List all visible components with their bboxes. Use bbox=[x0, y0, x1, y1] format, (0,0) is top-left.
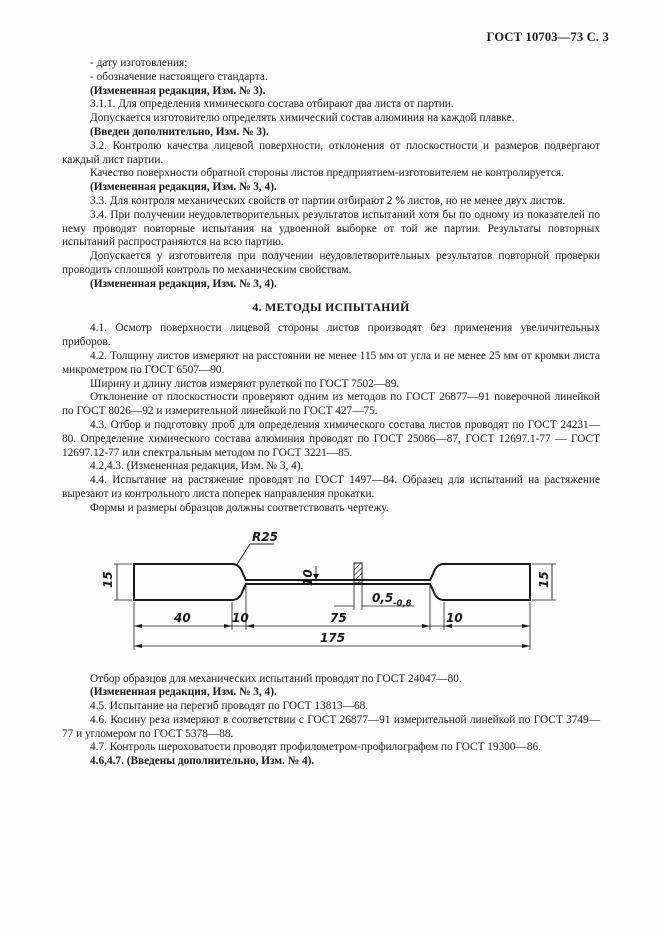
paragraph: 4.6. Косину реза измеряют в соответствии с ГОСТ 26877—91 измерительной линейкой по ГОСТ 3749—77 и угломером по ГОСТ 5378—88. bbox=[62, 713, 600, 740]
paragraph: Допускается изготовителю определять химический состав алюминия на каждой плавке. bbox=[90, 112, 515, 125]
len-fillet-right: 10 bbox=[446, 610, 463, 625]
paragraph: - обозначение настоящего стандарта. bbox=[90, 70, 268, 83]
section-4-text bbox=[62, 322, 600, 515]
section-title: 4. МЕТОДЫ ИСПЫТАНИЙ bbox=[252, 299, 410, 314]
paragraph: 4.7. Контроль шероховатости проводят профилометром-профилографом по ГОСТ 19300—86. bbox=[90, 741, 541, 754]
paragraph: 4.2,4.3. (Измененная редакция, Изм. № 3, 4). bbox=[90, 460, 304, 473]
len-fillet-left: 10 bbox=[232, 610, 249, 625]
edition-note: 4.6,4.7. (Введены дополнительно, Изм. № 4). bbox=[90, 755, 315, 768]
edition-note: (Введен дополнительно, Изм. № 3). bbox=[90, 125, 269, 138]
paragraph: 4.1. Осмотр поверхности лицевой стороны листов производят без применения увеличительных приборов. bbox=[62, 322, 600, 349]
paragraph: Качество поверхности обратной стороны листов предприятием-изготовителем не контролируется. bbox=[90, 167, 564, 180]
height-right: 15 bbox=[537, 570, 551, 588]
paragraph: 3.2. Контролю качества лицевой поверхности, отклонения от плоскостности и размеров подвергают каждый лист партии. bbox=[62, 139, 600, 166]
neck-height: 10 bbox=[301, 568, 315, 586]
paragraph: Отклонение от плоскостности проверяют одним из методов по ГОСТ 26877—91 поверочной линейкой по ГОСТ 8026—92 и измерительной линейкой по ГОСТ 427—75. bbox=[62, 391, 600, 418]
edition-note: (Измененная редакция, Изм. № 3, 4). bbox=[90, 181, 277, 194]
notch-hatch bbox=[354, 563, 362, 583]
len-gauge: 75 bbox=[330, 610, 347, 625]
paragraph: - дату изготовления; bbox=[90, 57, 188, 69]
paragraph: 4.4. Испытание на растяжение проводят по ГОСТ 1497—84. Образец для испытаний на растяжение вырезают из контрольного листа поперек направления прокатки. bbox=[62, 474, 600, 500]
notch-label: 0,5 bbox=[372, 590, 394, 605]
section-4-continued bbox=[62, 673, 600, 770]
edition-note: (Измененная редакция, Изм. № 3, 4). bbox=[90, 277, 277, 290]
radius-label: R25 bbox=[252, 529, 278, 544]
paragraph: 4.5. Испытание на перегиб проводят по ГОСТ 13813—68. bbox=[90, 700, 369, 713]
len-grip: 40 bbox=[174, 610, 191, 625]
edition-note: (Измененная редакция, Изм. № 3). bbox=[90, 84, 266, 97]
paragraph: Формы и размеры образцов должны соответствовать чертежу. bbox=[90, 501, 389, 514]
paragraph: 3.1.1. Для определения химического состава отбирают два листа от партии. bbox=[90, 98, 454, 111]
specimen-outline bbox=[134, 564, 530, 600]
document-body bbox=[62, 57, 600, 769]
notch-tolerance: -0,8 bbox=[393, 598, 412, 609]
paragraph: 4.3. Отбор и подготовку проб для определения химического состава листов проводят по ГОСТ 24231—80. Определение химического состава алюминия проводят по ГОСТ 25086—87, ГОСТ 12697.1-77 — ГОСТ 12697.12-77 или спектральным методом по ГОСТ 3221—85. bbox=[62, 418, 600, 459]
paragraph: Ширину и длину листов измеряют рулеткой по ГОСТ 7502—89. bbox=[90, 377, 400, 390]
paragraph: 4.2. Толщину листов измеряют на расстоянии не менее 115 мм от угла и не менее 25 мм от кромки листа микрометром по ГОСТ 6507—90. bbox=[62, 349, 600, 376]
paragraph: 3.3. Для контроля механических свойств от партии отбирают 2 % листов, но не менее двух листов. bbox=[90, 194, 566, 207]
len-total: 175 bbox=[320, 630, 346, 645]
paragraph: Допускается у изготовителя при получении неудовлетворительных результатов повторной проверки проводить сплошной контроль по механическим свойствам. bbox=[62, 250, 600, 276]
section-3-continued bbox=[62, 57, 600, 292]
edition-note: (Измененная редакция, Изм. № 3, 4). bbox=[90, 686, 277, 699]
paragraph: 3.4. При получении неудовлетворительных результатов испытаний хотя бы по одному из показателей по нему проводят повторные испытания на удвоенной выборке от той же партии. Результаты повторных испытаний распространяются на всю партию. bbox=[62, 208, 600, 249]
page-header: ГОСТ 10703—73 С. 3 bbox=[486, 30, 609, 44]
height-left: 15 bbox=[101, 570, 115, 588]
specimen-drawing bbox=[62, 522, 600, 667]
paragraph: Отбор образцов для механических испытаний проводят по ГОСТ 24047—80. bbox=[90, 672, 462, 685]
specimen-svg bbox=[62, 522, 600, 667]
